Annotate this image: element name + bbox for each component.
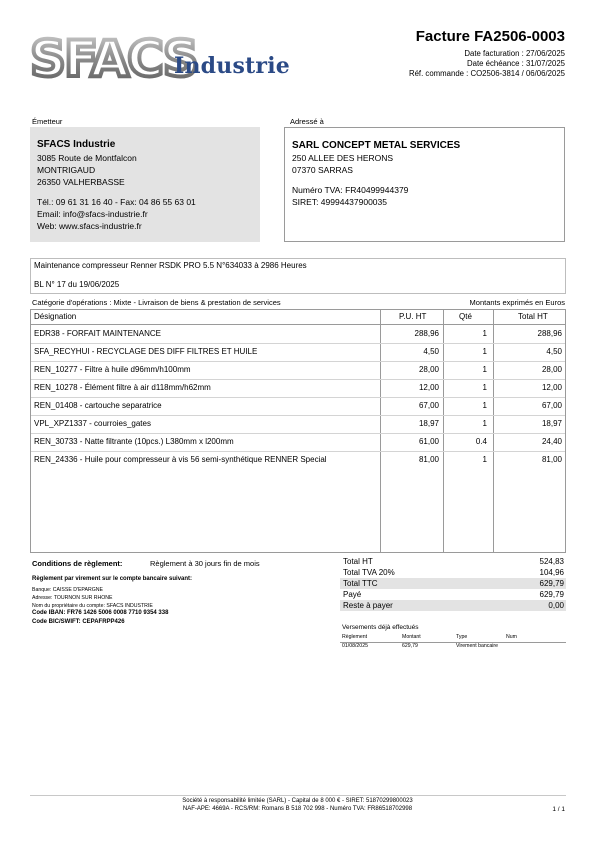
payments-title: Versements déjà effectués [342, 624, 419, 631]
cell-unit-price: 18,97 [418, 419, 439, 428]
order-reference: Réf. commande : CO2506-3814 / 06/06/2025 [408, 69, 565, 78]
cell-total: 81,00 [541, 455, 562, 464]
items-table [30, 309, 566, 553]
emitter-address-1: 3085 Route de Montfalcon [37, 153, 137, 163]
payment-date: 01/08/2025 [342, 643, 368, 649]
account-owner: Nom du propriétaire du compte: SFACS INDUSTRIE [32, 603, 153, 609]
iban: Code IBAN: FR76 1426 5006 0008 7710 9354 338 [32, 610, 169, 616]
cell-unit-price: 81,00 [418, 455, 439, 464]
table-header [31, 310, 565, 325]
total-ttc-row [340, 578, 566, 589]
total-value: 0,00 [548, 601, 564, 610]
table-row [31, 325, 565, 344]
cell-designation: REN_30733 - Natte filtrante (10pcs.) L380mm x l200mm [34, 437, 234, 446]
total-tva-row [340, 567, 566, 578]
cell-total: 67,00 [541, 401, 562, 410]
total-ht-row [340, 556, 566, 567]
cell-quantity: 0.4 [475, 437, 487, 446]
cell-unit-price: 67,00 [418, 401, 439, 410]
cell-quantity: 1 [482, 455, 487, 464]
bank-address: Adresse: TOURNON SUR RHONE [32, 595, 113, 601]
total-value: 629,79 [539, 579, 564, 588]
cell-unit-price: 4,50 [423, 347, 439, 356]
cell-quantity: 1 [482, 419, 487, 428]
total-label: Total HT [343, 557, 373, 566]
invoice-date: Date facturation : 27/06/2025 [464, 49, 565, 58]
cell-quantity: 1 [482, 347, 487, 356]
cell-quantity: 1 [482, 383, 487, 392]
paid-row [340, 589, 566, 600]
recipient-address-2: 07370 SARRAS [292, 165, 353, 175]
bank-name: Banque: CAISSE D'EPARGNE [32, 587, 103, 593]
total-value: 629,79 [539, 590, 564, 599]
object-line-2: BL N° 17 du 19/06/2025 [34, 280, 120, 289]
recipient-siret: SIRET: 49994437900035 [292, 197, 387, 207]
cell-designation: REN_24336 - Huile pour compresseur à vis 56 semi-synthétique RENNER Special [34, 455, 327, 464]
object-line-1: Maintenance compresseur Renner RSDK PRO 5.5 N°634033 à 2986 Heures [34, 261, 307, 270]
emitter-name: SFACS Industrie [37, 139, 116, 150]
recipient-name: SARL CONCEPT METAL SERVICES [292, 140, 461, 151]
header-unit-price: P.U. HT [399, 312, 427, 321]
emitter-email: Email: info@sfacs-industrie.fr [37, 209, 148, 219]
logo-industrie-text: Industrie [174, 53, 290, 79]
total-label: Total TTC [343, 579, 378, 588]
emitter-address-2: MONTRIGAUD [37, 165, 96, 175]
footer-legal-2: NAF-APE: 4669A - RCS/RM: Romans B 518 702 998 - Numéro TVA: FR86518702998 [182, 806, 413, 812]
operation-category: Catégorie d'opérations : Mixte - Livraison de biens & prestation de services [32, 298, 281, 307]
remaining-row [340, 600, 566, 611]
total-value: 524,83 [539, 557, 564, 566]
cell-total: 18,97 [541, 419, 562, 428]
cell-designation: VPL_XPZ1337 - courroies_gates [34, 419, 151, 428]
payment-terms-label: Conditions de règlement: [32, 559, 123, 568]
table-row [31, 379, 565, 398]
payment-row [340, 643, 566, 651]
currency-note: Montants exprimés en Euros [469, 298, 565, 307]
table-row [31, 415, 565, 434]
bic-swift: Code BIC/SWIFT: CEPAFRPP426 [32, 619, 125, 625]
object-box [30, 258, 566, 294]
page-number: 1 / 1 [552, 806, 565, 813]
payments-header-amount: Montant [402, 634, 421, 640]
table-row [31, 361, 565, 380]
cell-designation: REN_10277 - Filtre à huile d96mm/h100mm [34, 365, 191, 374]
cell-designation: EDR38 - FORFAIT MAINTENANCE [34, 329, 161, 338]
total-label: Reste à payer [343, 601, 393, 610]
cell-unit-price: 288,96 [414, 329, 439, 338]
cell-total: 24,40 [541, 437, 562, 446]
payment-type: Virement bancaire [456, 643, 499, 649]
payments-header-num: Num [506, 634, 517, 640]
payments-header-type: Type [456, 634, 468, 640]
recipient-label: Adressé à [290, 117, 324, 126]
header-total: Total HT [518, 312, 548, 321]
table-row [31, 397, 565, 416]
header-quantity: Qté [459, 312, 472, 321]
table-row [31, 343, 565, 362]
total-label: Total TVA 20% [343, 568, 395, 577]
cell-total: 12,00 [541, 383, 562, 392]
cell-unit-price: 61,00 [418, 437, 439, 446]
header-designation: Désignation [34, 312, 77, 321]
total-label: Payé [343, 590, 362, 599]
cell-quantity: 1 [482, 365, 487, 374]
cell-unit-price: 12,00 [418, 383, 439, 392]
cell-designation: REN_01408 - cartouche separatrice [34, 401, 162, 410]
invoice-due-date: Date échéance : 31/07/2025 [467, 59, 565, 68]
payment-amount: 629,79 [402, 643, 418, 649]
sfacs-logo [30, 30, 197, 88]
bank-transfer-title: Règlement par virement sur le compte bancaire suivant: [32, 576, 193, 582]
logo-sfacs-text: SFACS [30, 30, 197, 88]
emitter-box [30, 127, 260, 242]
cell-unit-price: 28,00 [418, 365, 439, 374]
emitter-address-3: 26350 VALHERBASSE [37, 177, 125, 187]
total-value: 104,96 [539, 568, 564, 577]
cell-total: 28,00 [541, 365, 562, 374]
recipient-address-1: 250 ALLEE DES HERONS [292, 153, 394, 163]
cell-quantity: 1 [482, 329, 487, 338]
cell-total: 288,96 [537, 329, 562, 338]
emitter-web: Web: www.sfacs-industrie.fr [37, 221, 142, 231]
payments-header-date: Règlement [342, 634, 368, 640]
emitter-phone: Tél.: 09 61 31 16 40 - Fax: 04 86 55 63 01 [37, 197, 196, 207]
emitter-label: Émetteur [32, 117, 63, 126]
invoice-title: Facture FA2506-0003 [415, 28, 565, 45]
footer-legal-1: Société à responsabilité limitée (SARL) - Capital de 8 000 € - SIRET: 51870299800023 [182, 798, 413, 804]
payment-terms-value: Règlement à 30 jours fin de mois [150, 559, 260, 568]
table-row [31, 433, 565, 452]
payments-header [340, 634, 566, 643]
recipient-box [284, 127, 565, 242]
recipient-tva: Numéro TVA: FR40499944379 [292, 185, 409, 195]
footer-divider [30, 795, 566, 796]
cell-quantity: 1 [482, 401, 487, 410]
table-row [31, 451, 565, 469]
cell-total: 4,50 [546, 347, 562, 356]
cell-designation: SFA_RECYHUI - RECYCLAGE DES DIFF FILTRES ET HUILE [34, 347, 258, 356]
cell-designation: REN_10278 - Élément filtre à air d118mm/h62mm [34, 383, 211, 392]
